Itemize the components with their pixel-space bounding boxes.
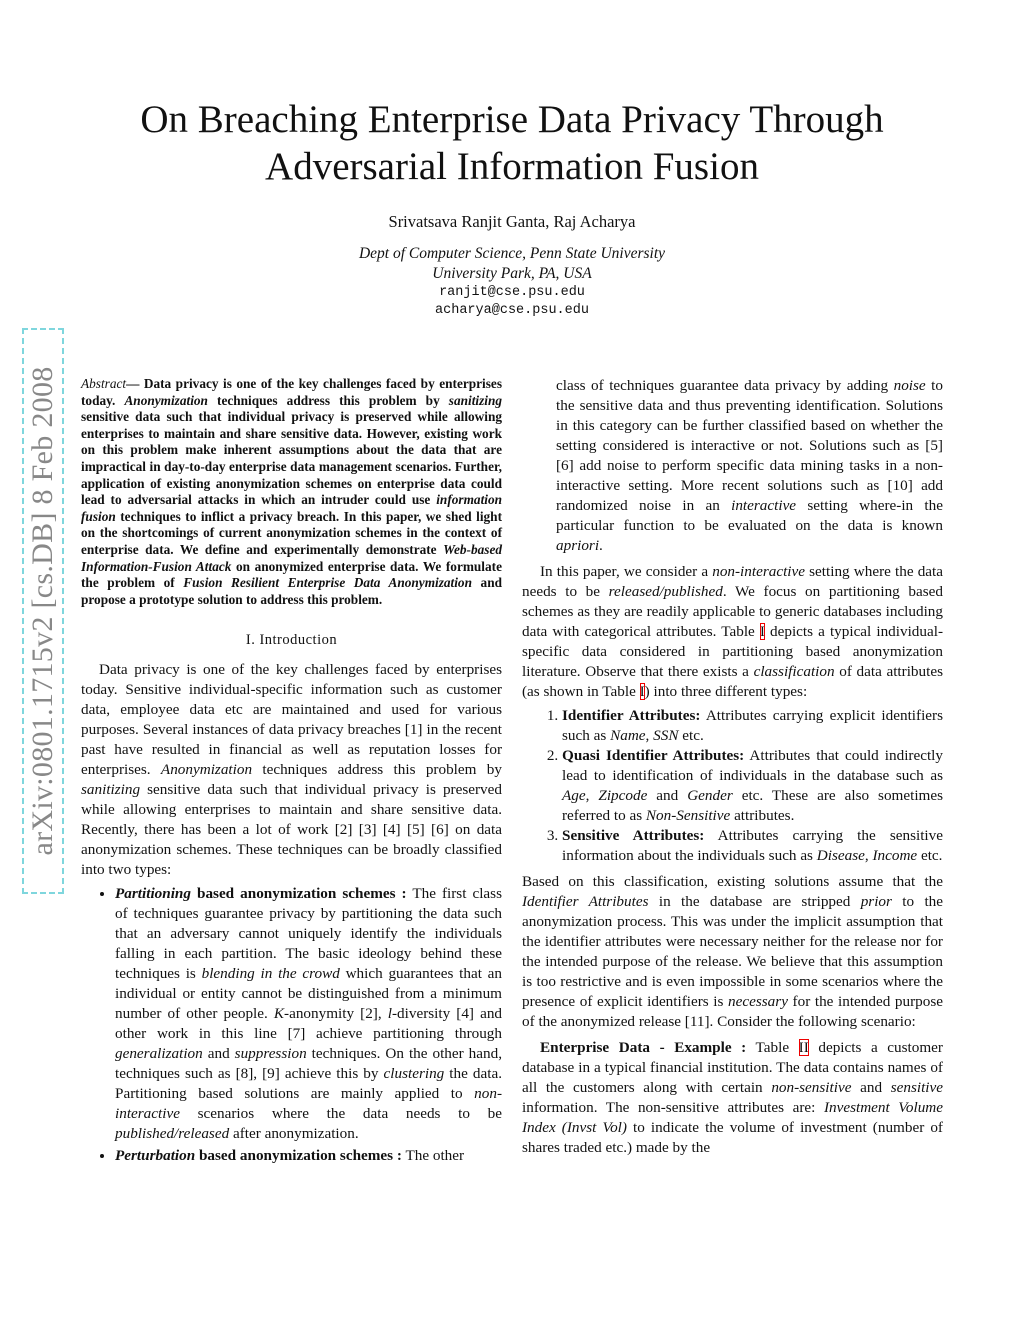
left-column — [81, 376, 502, 1168]
intro-paragraph-2: In this paper, we consider a non-interactive setting where the data needs to be released/published. We focus on partitioning based schemes as they are readily applicable to generic databases including data with categorical attributes. Table I depicts a typical individual-specific data considered in partitioning based anonymization literature. Observe that there exists a classification of data attributes (as shown in Table I) into three different types: — [522, 563, 943, 700]
table-ref-link[interactable]: II — [798, 1039, 809, 1056]
title-line-1: On Breaching Enterprise Data Privacy Through — [140, 98, 884, 141]
table-ref-link[interactable]: I — [639, 683, 645, 700]
intro-paragraph-4: Enterprise Data - Example : Table II depicts a customer database in a typical financial institution. The data contains names of all the customers along with certain non-sensitive and sensitive information. The non-sensitive attributes are: Investment Volume Index (Invst Vol) to indicate the volume of investment (number of shares traded etc.) made by the — [522, 1039, 943, 1156]
attribute-types-list — [522, 706, 943, 866]
list-item: • Partitioning based anonymization schemes : The first class of techniques guarantee privacy by partitioning the data such that an adversary cannot uniquely identify the individuals falling in each partition. The basic ideology behind these techniques is blending in the crowd which guarantees that an individual or entity cannot be distinguished from a minimum number of other people. K-anonymity [2], l-diversity [4] and other work in this line [7] achieve partitioning through generalization and suppression techniques. On the other hand, techniques such as [8], [9] achieve this by clustering the data. Partitioning based solutions are mainly applied to non-interactive scenarios where the data needs to be published/released after anonymization. — [115, 884, 502, 1144]
abstract: Abstract— Data privacy is one of the key challenges faced by enterprises today. Anonymization techniques address this problem by sanitizing sensitive data such that individual privacy is preserved while allowing enterprises to maintain and share sensitive data. However, existing work on this problem make inherent assumptions about the data that are impractical in day-to-day enterprise data management scenarios. Further, application of existing anonymization schemes on enterprise data could lead to adversarial attacks in which an intruder could use information fusion techniques to inflict a privacy breach. In this paper, we shed light on the shortcomings of current anonymization schemes in the context of enterprise data. We define and experimentally demonstrate Web-based Information-Fusion Attack on anonymized enterprise data. We formulate the problem of Fusion Resilient Enterprise Data Anonymization and propose a prototype solution to address this problem. — [81, 376, 503, 607]
email-2: acharya@cse.psu.edu — [435, 303, 589, 318]
authors: Srivatsava Ranjit Ganta, Raj Acharya — [388, 212, 636, 231]
affiliation — [0, 244, 1024, 320]
bullet-continuation: class of techniques guarantee data privacy by adding noise to the sensitive data and thus preventing identification. Solutions in this category can be further classified based on whether the setting considered is interactive or not. Solutions such as [5] [6] add noise to perform specific data mining tasks in a non-interactive setting. More recent solutions such as [10] add randomized noise in an interactive setting where-in the particular function to be evaluated on the data is known apriori. — [556, 377, 943, 554]
affiliation-line-1: Dept of Computer Science, Penn State University — [358, 245, 666, 262]
arxiv-id: arXiv:0801.1715v2 [cs.DB] 8 Feb 2008 — [26, 366, 59, 856]
table-ref-link[interactable]: I — [759, 623, 765, 640]
list-item: 2. Quasi Identifier Attributes: Attributes that could indirectly lead to identification of individuals in the database such as Age, Zipcode and Gender etc. These are also sometimes referred to as Non-Sensitive attributes. — [562, 746, 943, 826]
abstract-label: Abstract — [81, 376, 127, 391]
intro-paragraph-3: Based on this classification, existing solutions assume that the Identifier Attributes in the database are stripped prior to the anonymization process. This was under the implicit assumption that the identifier attributes were necessary neither for the release nor for the intended purpose of the release. We believe that this assumption is too restrictive and is even impossible in some scenarios where the presence of explicit identifiers is necessary for the intended purpose of the anonymized release [11]. Consider the following scenario: — [522, 873, 943, 1030]
right-column — [522, 376, 943, 1158]
paper-title — [0, 96, 1024, 190]
anonymization-types-list — [81, 884, 502, 1166]
affiliation-line-2: University Park, PA, USA — [432, 265, 592, 282]
list-item: • Perturbation based anonymization schemes : The other — [115, 1146, 502, 1166]
list-item: 3. Sensitive Attributes: Attributes carrying the sensitive information about the individuals such as Disease, Income etc. — [562, 826, 943, 866]
intro-paragraph-1: Data privacy is one of the key challenges faced by enterprises today. Sensitive individual-specific information such as customer data, employee data etc are maintained and used for various purposes. Several instances of data privacy breaches [1] in the recent past have resulted in financial as well as reputation losses for enterprises. Anonymization techniques address this problem by sanitizing sensitive data such that individual privacy is preserved while allowing enterprises to maintain and share sensitive data. Recently, there has been a lot of work [2] [3] [4] [5] [6] on data anonymization schemes. These techniques can be broadly classified into two types: — [81, 661, 502, 879]
title-line-2: Adversarial Information Fusion — [265, 145, 759, 188]
list-item: 1. Identifier Attributes: Attributes carrying explicit identifiers such as Name, SSN etc. — [562, 706, 943, 746]
arxiv-stamp[interactable] — [22, 328, 64, 894]
section-heading-introduction: I. Introduction — [245, 632, 338, 649]
email-1: ranjit@cse.psu.edu — [439, 285, 585, 300]
